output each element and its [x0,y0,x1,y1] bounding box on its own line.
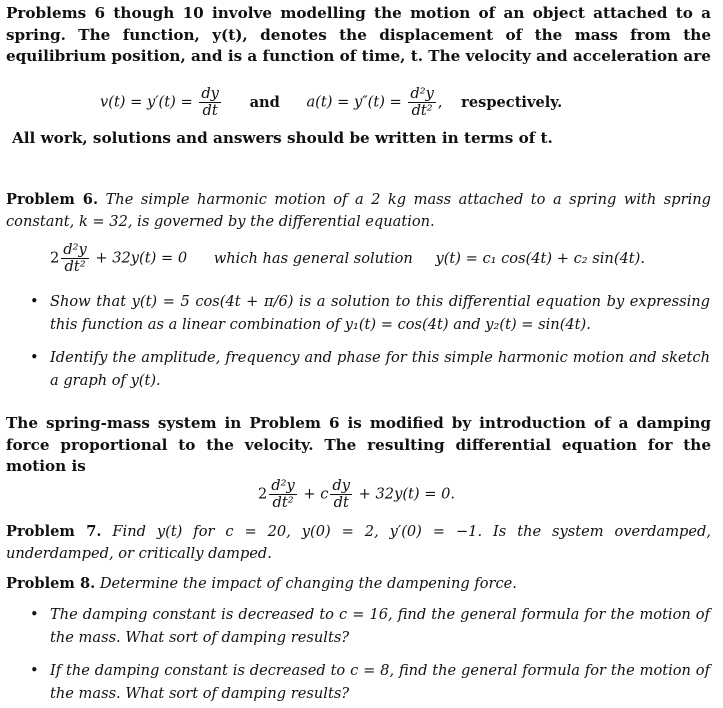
bullet-dot: • [30,293,39,310]
bullet-dot: • [30,662,39,679]
general-solution-label: which has general solution [213,249,413,267]
damped-equation [258,478,455,511]
dt2-denominator: dt² [411,102,433,119]
and-word: and [249,93,280,111]
damped-eq-mid: + c [303,485,329,503]
problem6-bullet-1 [30,290,710,336]
problem6-label: Problem 6. [6,191,99,208]
damped-system-paragraph: The spring-mass system in Problem 6 is modified by introduction of a damping force proportional to the velocity. The resulting differential equation for the motion is [6,414,711,475]
damped-eq-fraction-2 [330,478,352,511]
problem8-text: Determine the impact of changing the dampening force. [99,575,517,592]
problem6-eq-fraction [61,242,88,275]
d2y-dt2-fraction [408,86,435,119]
problem6-eq-coefficient: 2 [50,249,60,267]
problem7-statement [6,521,711,564]
damped-eq-coefficient: 2 [258,485,268,503]
dy-numerator: dy [201,85,219,102]
acceleration-lhs: a(t) = y″(t) = [306,93,402,111]
problem6-bullet-1-text: Show that y(t) = 5 cos(4t + π/6) is a solution to this differential equation by expressing this function as a linear combination of y₁(t) = cos(4t) and y₂(t) = sin(4t). [50,293,710,333]
problem8-statement [6,573,711,595]
velocity-acceleration-equations: v(t) = y′(t) = $\frac{dy}{dt}$ and a(t) = y″(t) = $\frac{\text{d²y}}{\text{dt²}}$ , respectively. [100,85,563,119]
problem8-label: Problem 8. [6,575,96,592]
problem8-bullet-1-text: The damping constant is decreased to c = 16, find the general formula for the motion of the mass. What sort of damping results? [50,606,710,646]
problem6-equation [50,242,645,275]
problem7-label: Problem 7. [6,523,102,540]
damped-eq-fraction-1 [269,478,296,511]
velocity-lhs: v(t) = y′(t) = [100,93,193,111]
damped-eq-rest: + 32y(t) = 0. [358,485,456,503]
respectively-word: respectively. [461,93,563,111]
bullet-dot: • [30,349,39,366]
problem7-text: Find y(t) for c = 20, y(0) = 2, y′(0) = −1. Is the system overdamped, underdamped, or critically damped. [6,523,712,562]
problem6-text: The simple harmonic motion of a 2 kg mass attached to a spring with spring constant, k = 32, is governed by the differential equation. [6,191,712,230]
problem8-bullet-2 [30,659,710,705]
problem6-eq-numerator: d²y [63,241,87,258]
problem6-bullet-2 [30,346,710,392]
problem6-eq-denominator: dt² [64,258,86,275]
dy-dt-fraction [199,86,221,119]
problem6-eq-rest: + 32y(t) = 0 [95,249,188,267]
damped-eq-numerator-2: dy [332,477,351,494]
problem8-bullet-2-text: If the damping constant is decreased to c = 8, find the general formula for the motion of the mass. What sort of damping results? [50,662,710,702]
damped-eq-denominator-1: dt² [272,494,294,511]
intro-paragraph: Problems 6 though 10 involve modelling the motion of an object attached to a spring. The function, y(t), denotes the displacement of the mass from the equilibrium position, and is a function of time, t. The velocity and acceleration are [6,4,711,65]
terms-of-t-note: All work, solutions and answers should be written in terms of t. [12,129,553,147]
bullet-dot: • [30,606,39,623]
problem8-bullet-1 [30,603,710,649]
problem6-statement [6,189,711,232]
damped-eq-numerator-1: d²y [271,477,295,494]
general-solution: y(t) = c₁ cos(4t) + c₂ sin(4t). [435,249,646,267]
d2y-numerator: d²y [410,85,434,102]
dt-denominator: dt [202,102,218,119]
damped-eq-denominator-2: dt [333,494,349,511]
problem6-bullet-2-text: Identify the amplitude, frequency and phase for this simple harmonic motion and sketch a graph of y(t). [50,349,710,389]
